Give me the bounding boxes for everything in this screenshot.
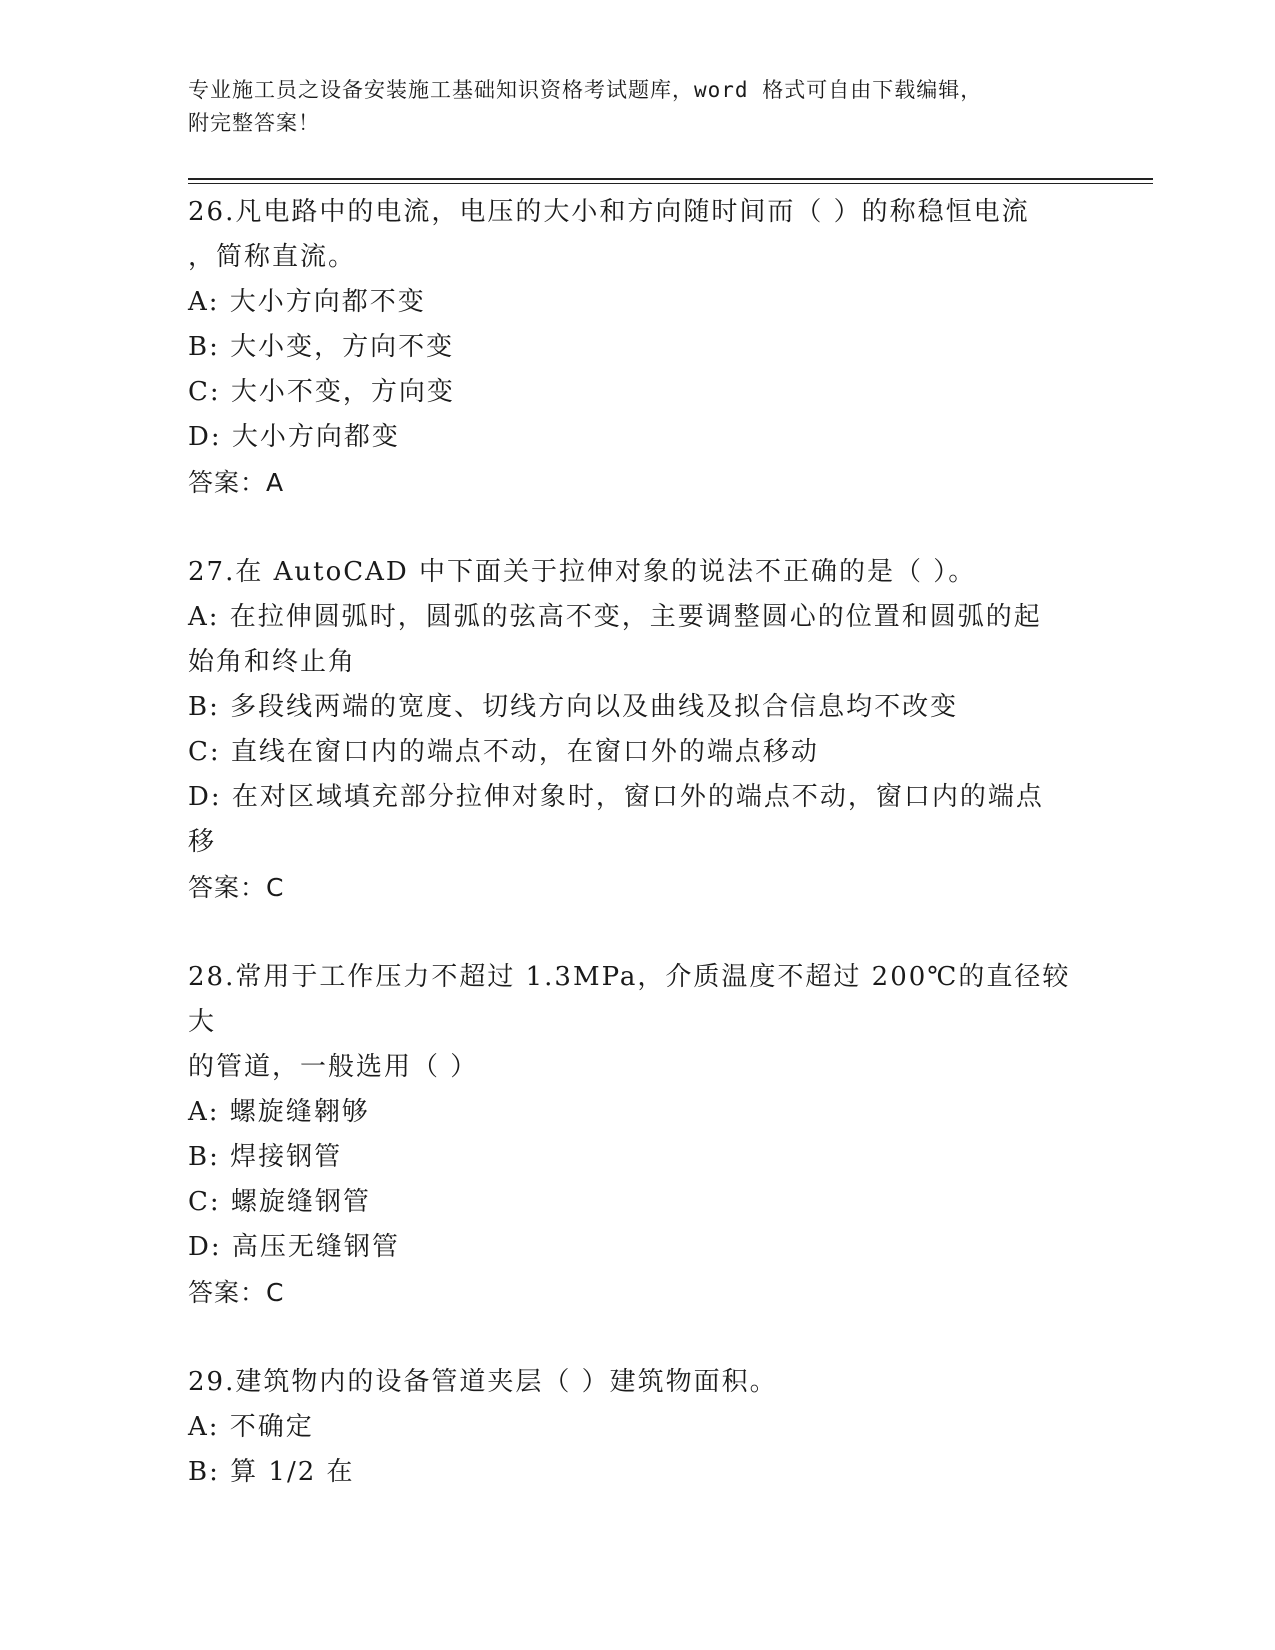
question-stem: 27.在 AutoCAD 中下面关于拉伸对象的说法不正确的是（ ）。 bbox=[188, 557, 977, 587]
option-b: B: 算 1/2 在 bbox=[188, 1457, 355, 1487]
option-a: A: 不确定 bbox=[188, 1412, 314, 1442]
question-spacer bbox=[188, 910, 1088, 955]
option-d: D: 在对区域填充部分拉伸对象时，窗口外的端点不动，窗口内的端点 bbox=[188, 782, 1044, 812]
question-29 bbox=[188, 1360, 1088, 1495]
answer: 答案：C bbox=[188, 873, 285, 902]
header-divider-thin bbox=[188, 183, 1153, 184]
option-d: D: 高压无缝钢管 bbox=[188, 1232, 400, 1262]
header-line-2: 附完整答案！ bbox=[188, 111, 320, 135]
option-d: D: 大小方向都变 bbox=[188, 422, 400, 452]
header-divider-thick bbox=[188, 178, 1153, 180]
option-b: B: 焊接钢管 bbox=[188, 1142, 343, 1172]
option-c: C: 大小不变，方向变 bbox=[188, 377, 455, 407]
option-a: A: 在拉伸圆弧时，圆弧的弦高不变，主要调整圆心的位置和圆弧的起 bbox=[188, 602, 1042, 632]
question-stem: 28.常用于工作压力不超过 1.3MPa，介质温度不超过 200℃的直径较大 bbox=[188, 962, 1071, 1037]
option-c: C: 直线在窗口内的端点不动，在窗口外的端点移动 bbox=[188, 737, 819, 767]
document-header bbox=[188, 74, 1088, 140]
option-b: B: 大小变，方向不变 bbox=[188, 332, 455, 362]
option-a-continued: 始角和终止角 bbox=[188, 647, 357, 677]
option-d-continued: 移 bbox=[188, 827, 217, 857]
question-list bbox=[188, 190, 1088, 1495]
option-c: C: 螺旋缝钢管 bbox=[188, 1187, 371, 1217]
option-b: B: 多段线两端的宽度、切线方向以及曲线及拟合信息均不改变 bbox=[188, 692, 959, 722]
option-a: A: 螺旋缝翱够 bbox=[188, 1097, 370, 1127]
question-stem-continued: 的管道，一般选用（ ） bbox=[188, 1052, 479, 1082]
question-28 bbox=[188, 955, 1088, 1315]
question-stem-continued: ，简称直流。 bbox=[188, 242, 357, 272]
question-26 bbox=[188, 190, 1088, 505]
question-spacer bbox=[188, 505, 1088, 550]
question-stem: 29.建筑物内的设备管道夹层（ ）建筑物面积。 bbox=[188, 1367, 778, 1397]
question-stem: 26.凡电路中的电流，电压的大小和方向随时间而（ ）的称稳恒电流 bbox=[188, 197, 1030, 227]
option-a: A: 大小方向都不变 bbox=[188, 287, 426, 317]
answer: 答案：A bbox=[188, 468, 285, 497]
header-line-1: 专业施工员之设备安装施工基础知识资格考试题库，word 格式可自由下载编辑， bbox=[188, 78, 983, 102]
question-spacer bbox=[188, 1315, 1088, 1360]
answer: 答案：C bbox=[188, 1278, 285, 1307]
question-27 bbox=[188, 550, 1088, 910]
